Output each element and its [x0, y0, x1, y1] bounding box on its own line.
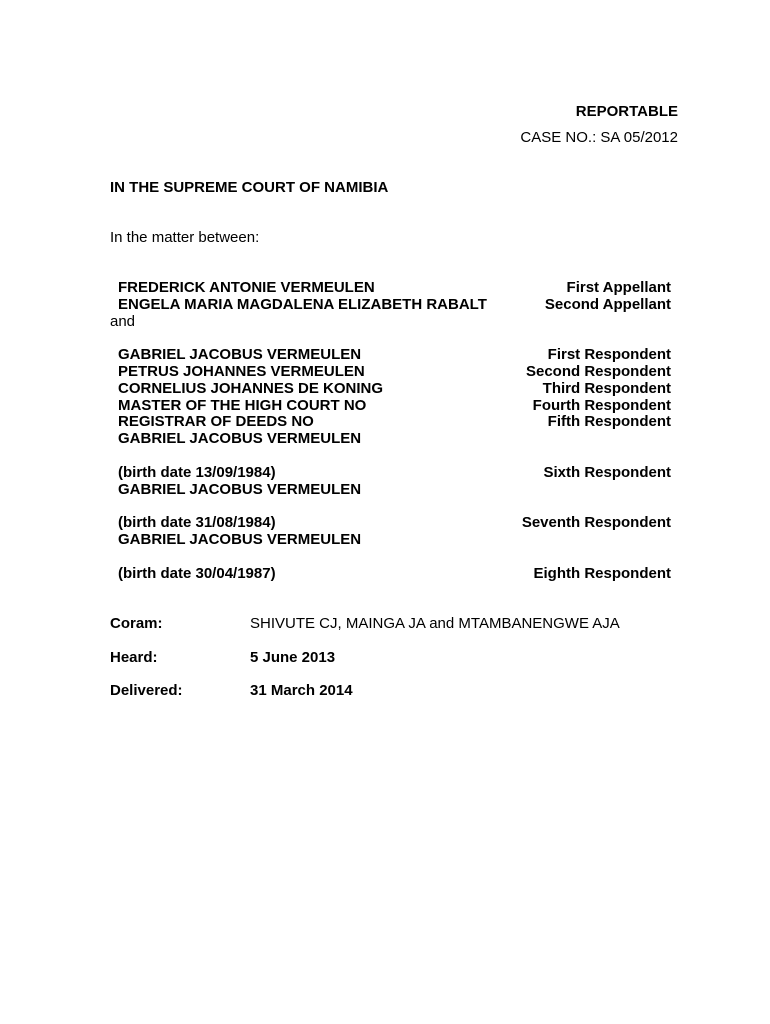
- respondent-role: Fourth Respondent: [532, 397, 671, 414]
- respondent-name: REGISTRAR OF DEEDS NO: [118, 413, 314, 430]
- respondent-role: Sixth Respondent: [543, 464, 671, 481]
- respondent-role: First Respondent: [547, 346, 671, 363]
- respondent-role: Fifth Respondent: [547, 413, 671, 430]
- respondent-role: Eighth Respondent: [533, 565, 671, 582]
- appellant-role: First Appellant: [566, 279, 671, 296]
- respondent-name: PETRUS JOHANNES VERMEULEN: [118, 363, 365, 380]
- matter-intro: In the matter between:: [110, 229, 260, 246]
- respondent-name: GABRIEL JACOBUS VERMEULEN: [118, 481, 362, 498]
- respondent-role: Second Respondent: [525, 363, 671, 380]
- respondent-name: CORNELIUS JOHANNES DE KONING: [118, 380, 384, 397]
- appellant-name: FREDERICK ANTONIE VERMEULEN: [118, 279, 375, 296]
- appellant-role: Second Appellant: [544, 296, 671, 313]
- coram-label: Coram:: [110, 615, 163, 632]
- respondent-name: MASTER OF THE HIGH COURT NO: [118, 397, 367, 414]
- case-number: CASE NO.: SA 05/2012: [520, 129, 678, 146]
- respondent-name: GABRIEL JACOBUS VERMEULEN: [118, 430, 362, 447]
- and-separator: and: [110, 313, 136, 330]
- respondent-birthdate: (birth date 13/09/1984): [118, 464, 276, 481]
- heard-value: 5 June 2013: [250, 649, 336, 666]
- delivered-label: Delivered:: [110, 682, 183, 699]
- respondent-role: Seventh Respondent: [521, 514, 671, 531]
- heard-label: Heard:: [110, 649, 158, 666]
- respondent-birthdate: (birth date 30/04/1987): [118, 565, 276, 582]
- reportable-label: REPORTABLE: [575, 103, 678, 120]
- respondent-name: GABRIEL JACOBUS VERMEULEN: [118, 531, 362, 548]
- appellant-name: ENGELA MARIA MAGDALENA ELIZABETH RABALT: [118, 296, 487, 313]
- delivered-value: 31 March 2014: [250, 682, 353, 699]
- respondent-name: GABRIEL JACOBUS VERMEULEN: [118, 346, 362, 363]
- court-title: IN THE SUPREME COURT OF NAMIBIA: [110, 179, 389, 196]
- respondent-birthdate: (birth date 31/08/1984): [118, 514, 276, 531]
- respondent-role: Third Respondent: [542, 380, 671, 397]
- coram-value: SHIVUTE CJ, MAINGA JA and MTAMBANENGWE AJA: [250, 615, 620, 632]
